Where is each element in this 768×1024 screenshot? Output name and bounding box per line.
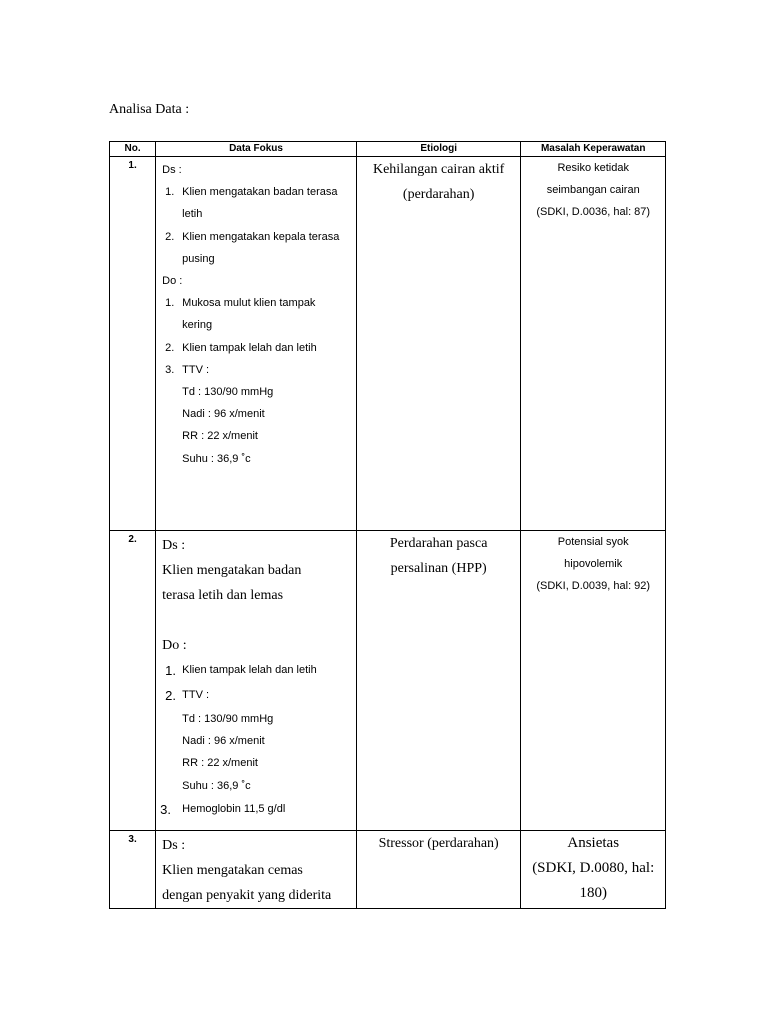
etiologi-line: Perdarahan pasca <box>389 536 488 551</box>
page-title: Analisa Data : <box>109 102 190 117</box>
masalah-line: Resiko ketidak <box>557 162 629 174</box>
header-data-fokus: Data Fokus <box>156 142 357 157</box>
etiologi-line: (perdarahan) <box>402 187 475 202</box>
etiologi-cell <box>357 157 521 207</box>
masalah-cell <box>521 157 665 224</box>
masalah-cell <box>521 531 665 598</box>
etiologi-line: Kehilangan cairan aktif <box>372 162 505 177</box>
masalah-line: Potensial syok <box>557 536 629 548</box>
table-row <box>110 157 666 531</box>
header-no: No. <box>110 142 156 157</box>
ds-label: Ds : <box>162 538 186 553</box>
ds-text: terasa letih dan lemas <box>162 588 284 603</box>
ds-text: Klien mengatakan cemas <box>162 863 303 878</box>
list-item: 2. Klien tampak lelah dan letih <box>165 341 317 354</box>
data-fokus-cell <box>156 157 356 470</box>
data-fokus-cell <box>156 831 356 908</box>
table-row <box>110 531 666 831</box>
masalah-cell <box>521 831 665 906</box>
ds-label: Ds : <box>162 164 182 176</box>
header-etiologi: Etiologi <box>356 142 521 157</box>
masalah-line: 180) <box>579 885 607 901</box>
ttv-nadi: Nadi : 96 x/menit <box>182 408 265 421</box>
ttv-rr: RR : 22 x/menit <box>182 430 258 443</box>
ttv-nadi: Nadi : 96 x/menit <box>182 735 265 748</box>
list-item: 2. Klien mengatakan kepala terasa pusing <box>165 230 340 265</box>
row-number: 2. <box>128 534 137 545</box>
masalah-line: hipovolemik <box>564 558 623 571</box>
etiologi-cell <box>357 531 521 581</box>
ttv-td: Td : 130/90 mmHg <box>182 713 274 725</box>
ttv-td: Td : 130/90 mmHg <box>182 386 274 399</box>
etiologi-cell <box>357 831 521 856</box>
ttv-suhu: Suhu : 36,9 ˚c <box>182 452 251 465</box>
etiologi-line: Stressor (perdarahan) <box>378 836 499 851</box>
masalah-line: seimbangan cairan <box>546 184 640 197</box>
ttv-rr: RR : 22 x/menit <box>182 757 258 770</box>
ds-label: Ds : <box>162 838 186 853</box>
masalah-line: (SDKI, D.0080, hal: <box>532 860 655 876</box>
row-number: 3. <box>128 834 137 845</box>
list-item: 3. TTV : <box>165 363 210 376</box>
row-number: 1. <box>128 160 137 171</box>
ds-text: dengan penyakit yang diderita <box>162 888 332 903</box>
data-fokus-cell <box>156 531 356 822</box>
masalah-line: Ansietas <box>567 835 620 851</box>
do-label: Do : <box>162 638 187 653</box>
list-item: 1. Mukosa mulut klien tampak kering <box>165 297 316 332</box>
list-item: 3. Hemoglobin 11,5 g/dl <box>160 801 286 817</box>
masalah-line: (SDKI, D.0036, hal: 87) <box>536 206 651 219</box>
list-item: 1. Klien tampak lelah dan letih <box>165 663 317 678</box>
etiologi-line: persalinan (HPP) <box>390 561 487 576</box>
table-header-row <box>110 142 666 157</box>
ttv-suhu: Suhu : 36,9 ˚c <box>182 779 251 792</box>
list-item: 1. Klien mengatakan badan terasa letih <box>165 186 338 221</box>
analysis-table <box>109 141 666 909</box>
do-label: Do : <box>162 275 183 288</box>
header-masalah: Masalah Keperawatan <box>521 142 666 157</box>
ds-text: Klien mengatakan badan <box>162 563 302 578</box>
list-item: 2. TTV : <box>165 688 210 703</box>
table-row <box>110 831 666 909</box>
masalah-line: (SDKI, D.0039, hal: 92) <box>536 580 651 593</box>
